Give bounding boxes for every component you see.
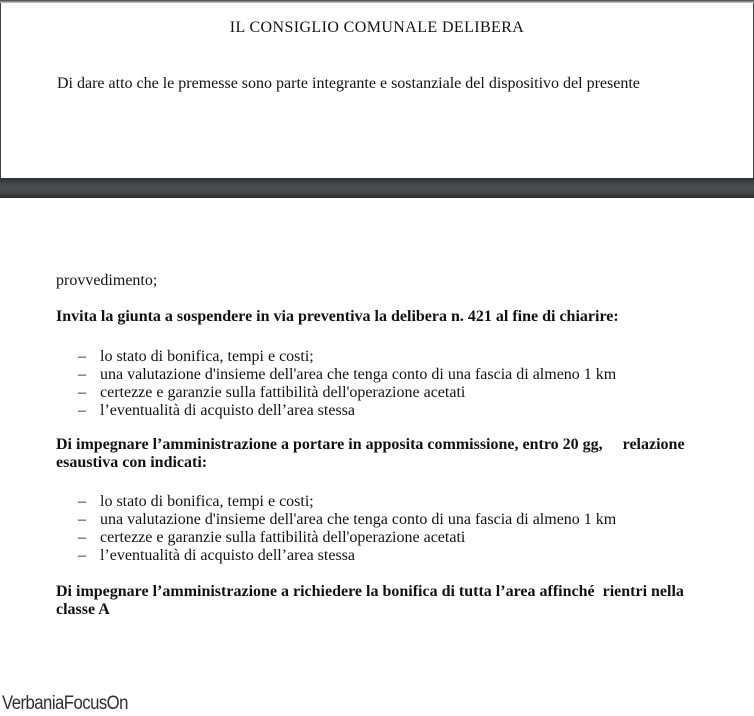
- section-heading-2: [56, 436, 714, 472]
- list-item-text: una valutazione d'insieme dell'area che tenga conto di una fascia di almeno 1 km: [100, 511, 617, 528]
- page-separator-bar: [0, 178, 754, 198]
- bullet-list-2: [56, 493, 714, 565]
- previous-page-fragment: [0, 0, 754, 178]
- list-item: [56, 493, 714, 511]
- watermark: VerbaniaFocusOn: [2, 693, 128, 714]
- current-page: [0, 272, 754, 716]
- list-item-text: certezze e garanzie sulla fattibilità dell'operazione acetati: [100, 529, 466, 546]
- dash-bullet: –: [78, 511, 86, 528]
- dash-bullet: –: [78, 402, 86, 419]
- dash-bullet: –: [78, 366, 86, 383]
- dash-bullet: –: [78, 529, 86, 546]
- continuation-paragraph: provvedimento;: [56, 272, 158, 289]
- heading-line: Di impegnare l’amministrazione a portare in apposita commissione, entro 20 gg, relazione: [56, 436, 685, 453]
- heading-line: classe A: [56, 601, 110, 618]
- list-item-text: l’eventualità di acquisto dell’area stessa: [100, 547, 356, 564]
- list-item-text: lo stato di bonifica, tempi e costi;: [100, 348, 314, 365]
- list-item: [56, 511, 714, 529]
- list-item: [56, 384, 714, 402]
- list-item: [56, 402, 714, 420]
- list-item: [56, 529, 714, 547]
- heading-line: Invita la giunta a sospendere in via preventiva la delibera n. 421 al fine di chiarire:: [56, 308, 619, 325]
- list-item-text: l’eventualità di acquisto dell’area stessa: [100, 402, 356, 419]
- bullet-list-1: [56, 348, 714, 420]
- list-item: [56, 547, 714, 565]
- list-item-text: certezze e garanzie sulla fattibilità dell'operazione acetati: [100, 384, 466, 401]
- dash-bullet: –: [78, 384, 86, 401]
- list-item: [56, 348, 714, 366]
- dash-bullet: –: [78, 493, 86, 510]
- list-item-text: lo stato di bonifica, tempi e costi;: [100, 493, 314, 510]
- intro-paragraph: Di dare atto che le premesse sono parte integrante e sostanziale del dispositivo del presente: [57, 75, 640, 92]
- list-item: [56, 366, 714, 384]
- list-item-text: una valutazione d'insieme dell'area che tenga conto di una fascia di almeno 1 km: [100, 366, 617, 383]
- heading-line: Di impegnare l’amministrazione a richiedere la bonifica di tutta l’area affinché rientri nella: [56, 583, 684, 600]
- section-heading-1: [56, 308, 714, 326]
- heading-line: esaustiva con indicati:: [56, 454, 208, 471]
- page-title: IL CONSIGLIO COMUNALE DELIBERA: [229, 19, 525, 36]
- dash-bullet: –: [78, 348, 86, 365]
- section-heading-3: [56, 583, 714, 619]
- dash-bullet: –: [78, 547, 86, 564]
